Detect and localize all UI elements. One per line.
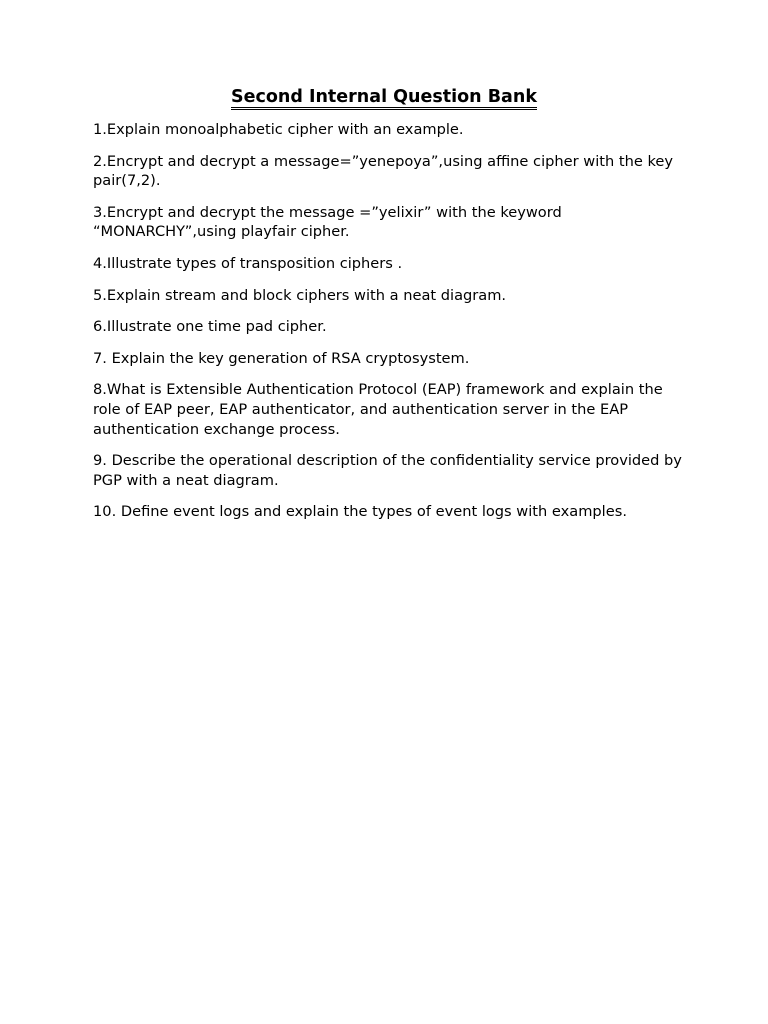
question-item-7: 7. Explain the key generation of RSA cryptosystem. — [93, 349, 470, 367]
question-item-4: 4.Illustrate types of transposition ciphers . — [93, 254, 403, 272]
question-item-9: 9. Describe the operational description of the confidentiality service provided by PGP with a neat diagram. — [93, 452, 682, 489]
question-item-3: 3.Encrypt and decrypt the message =”yelixir” with the keyword “MONARCHY”,using playfair cipher. — [93, 203, 562, 241]
page-title — [0, 86, 768, 110]
question-item-8: 8.What is Extensible Authentication Protocol (EAP) framework and explain the role of EAP peer, EAP authenticator, and authentication server in the EAP authentication exchange process. — [93, 381, 663, 438]
question-item-5: 5.Explain stream and block ciphers with a neat diagram. — [93, 286, 507, 304]
question-list — [93, 120, 683, 534]
question-item-1: 1.Explain monoalphabetic cipher with an example. — [93, 121, 464, 138]
question-item-2: 2.Encrypt and decrypt a message=”yenepoya”,using affine cipher with the key pair(7,2). — [93, 152, 673, 190]
question-item-10: 10. Define event logs and explain the types of event logs with examples. — [93, 503, 627, 521]
question-item-6: 6.Illustrate one time pad cipher. — [93, 318, 327, 336]
page-title-text: Second Internal Question Bank — [231, 88, 537, 110]
